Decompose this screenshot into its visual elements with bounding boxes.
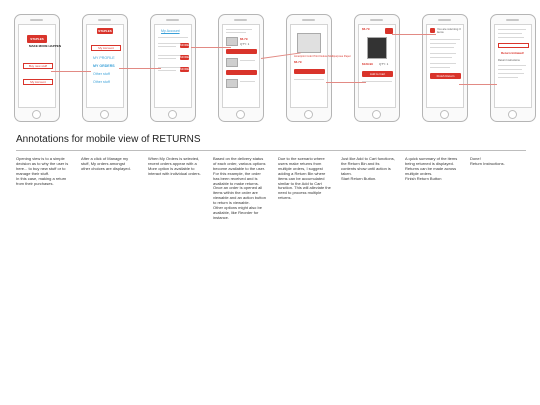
order-text [158,55,180,56]
divider [362,81,392,82]
instruction-text [498,77,518,78]
annotation-1: Opening view is to a simple decision as to why the user is here... to buy new stuff or to manage their stuff. In this case, making a return from their purchases. [16,156,69,186]
flow-connector [51,71,91,72]
home-button [304,110,313,119]
return-button[interactable] [226,70,257,75]
phone-6 [354,14,400,122]
order-text [226,29,252,30]
screen-5 [290,24,351,108]
summary-button[interactable] [498,43,529,48]
annotation-5: Due to the scenario where users make returns from multiple orders, I suggest adding a Return Bin where items can be accumulated similar to the Add to Cart function. This will alleviate the need to process multiple returns. [278,156,331,201]
summary-item [430,57,452,58]
home-button [100,110,109,119]
product-image [367,37,387,59]
screen-3 [154,24,192,108]
phone-5 [286,14,351,122]
order-text [158,70,176,71]
phone-mockups-row [14,14,534,126]
more-button[interactable]: MORE [180,67,189,71]
divider [294,79,324,80]
speaker [506,19,519,21]
price: $6.79 [294,60,302,64]
screen-6 [358,24,396,108]
other-stuff-link[interactable]: Other stuff [93,72,110,76]
phone-8 [490,14,536,122]
home-button [168,110,177,119]
add-to-cart-button[interactable]: Add to Cart [362,71,393,77]
item-text [240,60,255,61]
summary-item [430,67,450,68]
product-thumbnail [226,37,238,46]
instruction-text [498,73,524,74]
speaker [302,19,315,21]
annotation-6: Just like Add to Cart functions, the Return Bin and its contents show until action is taken. Start Return Button. [341,156,395,181]
order-text [158,67,180,68]
product-thumbnail [226,79,238,88]
return-bin-button[interactable] [294,69,325,74]
quantity: QTY: 1 [240,42,250,46]
screen-1 [18,24,62,108]
screen-8 [494,24,532,108]
return-instructions-heading: Return Instructions [498,59,520,62]
screen-2 [86,24,124,108]
flow-connector [326,82,366,83]
annotations-title: Annotations for mobile view of RETURNS [16,134,201,145]
flow-connector [191,47,231,48]
speaker [370,19,383,21]
more-button[interactable]: MORE [180,43,189,47]
staples-logo: STAPLES [27,35,47,43]
more-button[interactable]: MORE [180,55,189,59]
price: $6.79 [240,37,248,41]
flow-connector [119,68,161,69]
home-button [508,110,517,119]
phone-4 [218,14,264,122]
my-account-button[interactable]: My Account [91,45,121,51]
screen-7 [426,24,464,108]
speaker [98,19,111,21]
home-button [372,110,381,119]
phone-1 [14,14,60,122]
summary-item [430,63,456,64]
order-text [158,46,176,47]
tagline: MAKE MORE HAPPEN [29,44,62,48]
title-rule [16,150,526,151]
annotation-4: Based on the delivery status of each order, various options become available to the user. For this example, the order has been received and is available to make returns. Once an order is opened all items within the order are viewable and an action button to return is viewable. Other options might also be available, like Reorder for instance. [213,156,266,220]
home-button [32,110,41,119]
summary-item [430,53,456,54]
divider [158,37,188,38]
speaker [438,19,451,21]
product-thumbnail [226,58,238,67]
annotation-3: When My Orders is selected, recent orders appear with a More option is available to interact with individual orders. [148,156,201,176]
summary-item [430,43,456,44]
order-text [158,58,176,59]
returning-message: You are returning 3 items [437,27,461,35]
screen-4 [222,24,260,108]
my-account-button[interactable]: My Account [23,79,53,85]
instruction-text [498,69,522,70]
instruction-text [498,65,526,66]
return-initiated-heading: Return Initiated! [501,51,524,55]
other-stuff-link[interactable]: Other stuff [93,80,110,84]
annotation-7: A quick summary of the items being returned is displayed. Returns can be made across multiple orders. Finish Return Button [405,156,458,181]
my-orders-link[interactable]: MY ORDERS [93,64,115,68]
product-name: Ameriprint Color Print Deluxe Multipurpose Paper [294,55,351,58]
annotation-2: After a click of Manage my stuff, My orders amongst other choices are displayed. [81,156,131,171]
phone-7 [422,14,468,122]
return-button[interactable] [226,49,257,54]
summary-item [430,47,454,48]
my-profile-link[interactable]: MY PROFILE [93,56,115,60]
buy-new-stuff-button[interactable]: Buy new stuff [23,63,53,69]
order-text [226,32,246,33]
summary-item [498,33,522,34]
staples-logo: STAPLES [98,29,112,33]
quantity: QTY: 1 [379,62,389,66]
annotation-8: Done! Return Instructions. [470,156,505,166]
finish-return-button[interactable]: Finish Return [430,73,461,79]
speaker [30,19,43,21]
speaker [234,19,247,21]
product-image [297,33,321,53]
price: $6.79 [362,27,370,31]
summary-item [498,29,526,30]
return-bin-icon [430,28,435,33]
item-text [240,81,255,82]
divider [430,39,460,40]
order-text [158,43,180,44]
home-button [236,110,245,119]
summary-item [498,37,524,38]
flow-connector [392,34,436,35]
flow-connector [459,84,497,85]
speaker [166,19,179,21]
home-button [440,110,449,119]
price: $129.99 [362,62,373,66]
my-account-heading: My Account [161,29,180,33]
